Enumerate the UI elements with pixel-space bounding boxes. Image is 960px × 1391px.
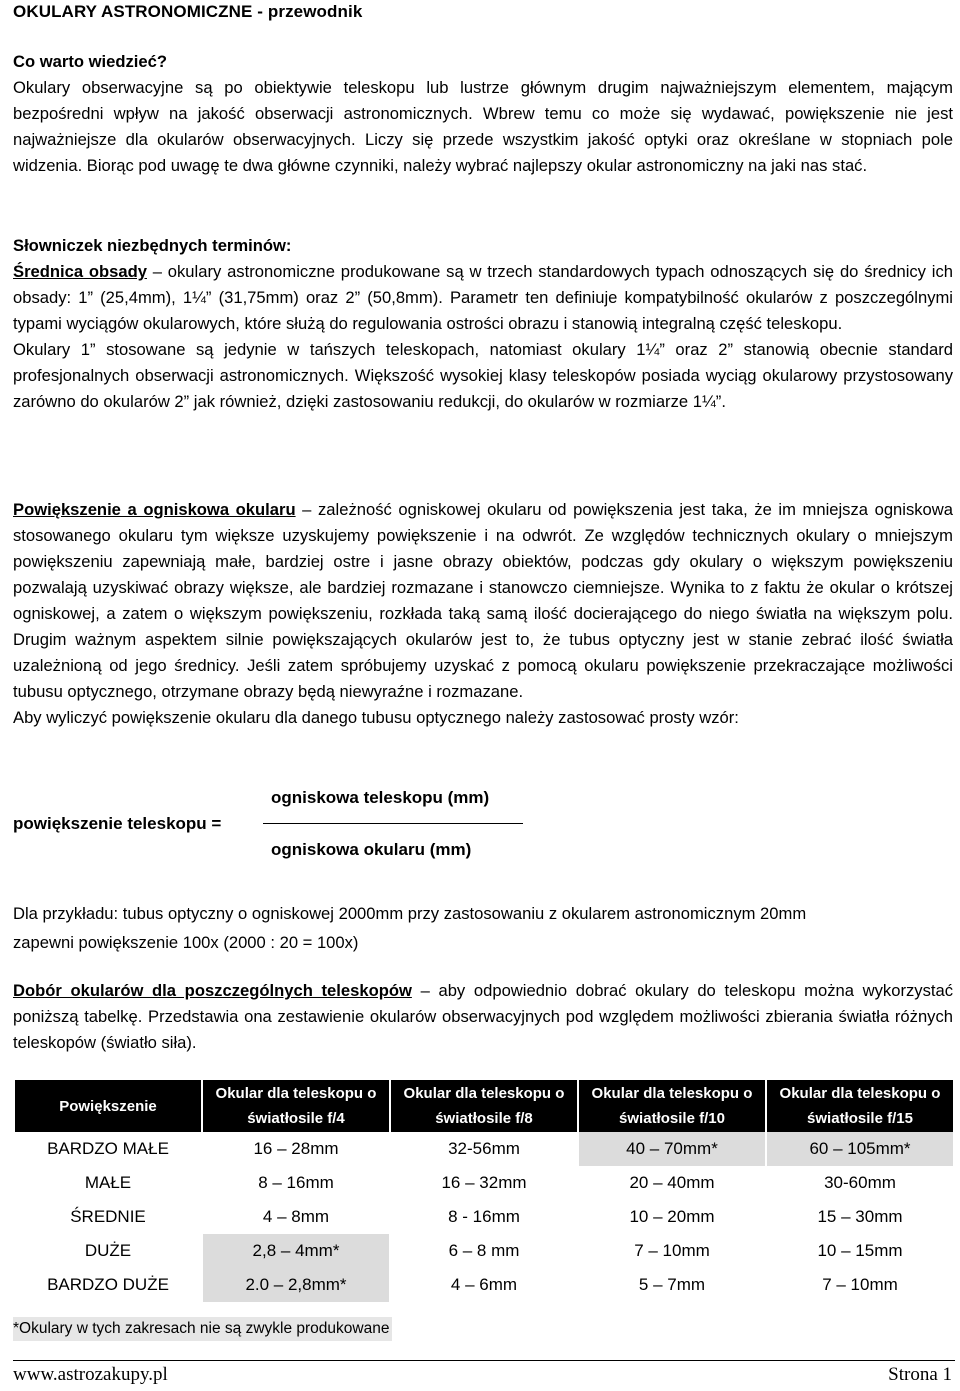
table-cell: 30-60mm [767,1166,953,1200]
magnification-body: – zależność ogniskowej okularu od powiększenia jest taka, że im mniejsza ogniskowa stosowanego okularu tym większe uzyskujemy powiększenie i na odwrót. Ze względów technicznych okulary o mniejszym powiększeniu zapewniają małe, bardziej ostre i jasne obrazy obiektów, podczas gdy okulary o większym powiększeniu pozwalają uzyskiwać obrazy większe, ale bardziej rozmazane i stanowczo ciemniejsze. Wynika to z faktu że okular o krótszej ogniskowej, a zatem o większym powiększeniu, rozkłada taką samą ilość docierającego do niego światła na większym polu. Drugim ważnym aspektem silnie powiększających okularów jest to, że tubus optyczny jest w stanie zebrać ilość światła uzależnioną od jego średnicy. Jeśli zatem spróbujemy uzyskać z pomocą okularu powiększenie przekraczające możliwości tubusu optycznego, otrzymane obrazy będą niewyraźne i rozmazane. [13,500,953,701]
glossary-heading: Słowniczek niezbędnych terminów: [13,236,292,255]
row-label: ŚREDNIE [15,1200,201,1234]
table-row [15,1166,953,1200]
example-line-1: Dla przykładu: tubus optyczny o ogniskowej 2000mm przy zastosowaniu z okularem astronomicznym 20mm [13,904,807,923]
table-cell: 32-56mm [391,1132,577,1166]
intro-section [13,49,953,179]
table-cell: 7 – 10mm [767,1268,953,1302]
formula-denominator: ogniskowa okularu (mm) [271,840,472,859]
table-row [15,1200,953,1234]
table-cell: 60 – 105mm* [767,1132,953,1166]
table-row [15,1268,953,1302]
header-f4: Okular dla teleskopu o światłosile f/4 [203,1080,389,1132]
formula-numerator: ogniskowa teleskopu (mm) [271,788,490,807]
formula-lhs: powiększenie teleskopu = [13,814,222,833]
row-label: BARDZO DUŻE [15,1268,201,1302]
table-cell: 16 – 28mm [203,1132,389,1166]
document-title: OKULARY ASTRONOMICZNE - przewodnik [13,2,363,21]
glossary-section [13,233,953,415]
table-footnote: *Okulary w tych zakresach nie są zwykle produkowane [13,1317,392,1341]
term-mount-diameter-body: – okulary astronomiczne produkowane są w trzech standardowych typach odnoszących się do średnicy ich obsady: 1” (25,4mm), 1¼” (31,75mm) oraz 2” (50,8mm). Parametr ten definiuje kompatybilność okularów z poszczególnymi typami wyciągów okularowych, które służą do regulowania ostrości obrazu i stanowią integralną część teleskopu. [13,262,953,333]
footer-website: www.astrozakupy.pl [13,1364,168,1385]
table-row [15,1234,953,1268]
table-cell: 2,8 – 4mm* [203,1234,389,1268]
intro-body: Okulary obserwacyjne są po obiektywie teleskopu lub lustrze głównym drugim najważniejszym elementem, mającym bezpośredni wpływ na jakość obserwacji astronomicznych. Wbrew temu co może się wydawać, powiększenie nie jest najważniejsze dla okularów obserwacyjnych. Liczy się przede wszystkim jakość optyki oraz określane w stopniach pole widzenia. Biorąc pod uwagę te dwa główne czynniki, należy wybrać najlepszy okular astronomiczny na jaki nas stać. [13,78,953,175]
table-cell: 10 – 15mm [767,1234,953,1268]
term-magnification: Powiększenie a ogniskowa okularu [13,500,296,519]
row-label: DUŻE [15,1234,201,1268]
term-eyepiece-selection: Dobór okularów dla poszczególnych teleskopów [13,981,412,1000]
glossary-paragraph-2: Okulary 1” stosowane są jedynie w tańszych teleskopach, natomiast okulary 1¼” oraz 2” stanowią obecnie standard profesjonalnych obserwacji astronomicznych. Większość wysokiej klasy teleskopów posiada wyciąg okularowy przystosowany zarówno do okularów 2” jak również, dzięki zastosowaniu redukcji, do okularów w rozmiarze 1¼”. [13,340,953,411]
intro-heading: Co warto wiedzieć? [13,52,167,71]
table-cell: 15 – 30mm [767,1200,953,1234]
table-cell: 20 – 40mm [579,1166,765,1200]
header-f8: Okular dla teleskopu o światłosile f/8 [391,1080,577,1132]
table-cell: 16 – 32mm [391,1166,577,1200]
header-magnification: Powiększenie [15,1080,201,1132]
formula-intro: Aby wyliczyć powiększenie okularu dla danego tubusu optycznego należy zastosować prosty wzór: [13,708,739,727]
table-cell: 4 – 6mm [391,1268,577,1302]
table-cell: 4 – 8mm [203,1200,389,1234]
table-cell: 40 – 70mm* [579,1132,765,1166]
table-cell: 5 – 7mm [579,1268,765,1302]
fraction-bar [263,823,523,824]
table-row [15,1132,953,1166]
example-section [13,899,953,957]
row-label: BARDZO MAŁE [15,1132,201,1166]
selection-section [13,978,953,1056]
table-cell: 8 - 16mm [391,1200,577,1234]
table-cell: 7 – 10mm [579,1234,765,1268]
header-f15: Okular dla teleskopu o światłosile f/15 [767,1080,953,1132]
eyepiece-table [13,1080,955,1302]
selection-body: – aby odpowiednio dobrać okulary do teleskopu można wykorzystać poniższą tabelkę. Przedstawia ona zestawienie okularów obserwacyjnych pod względem możliwości zbierania światła różnych teleskopów (światło siła). [13,981,953,1052]
row-label: MAŁE [15,1166,201,1200]
header-f10: Okular dla teleskopu o światłosile f/10 [579,1080,765,1132]
footer-divider [13,1360,955,1361]
footer-page-number: Strona 1 [888,1364,952,1385]
magnification-formula [13,786,553,866]
table-cell: 10 – 20mm [579,1200,765,1234]
table-header-row [15,1080,953,1132]
table-cell: 8 – 16mm [203,1166,389,1200]
magnification-section [13,497,953,731]
table-cell: 6 – 8 mm [391,1234,577,1268]
example-line-2: zapewni powiększenie 100x (2000 : 20 = 100x) [13,933,359,952]
term-mount-diameter: Średnica obsady [13,262,147,281]
table-cell: 2.0 – 2,8mm* [203,1268,389,1302]
